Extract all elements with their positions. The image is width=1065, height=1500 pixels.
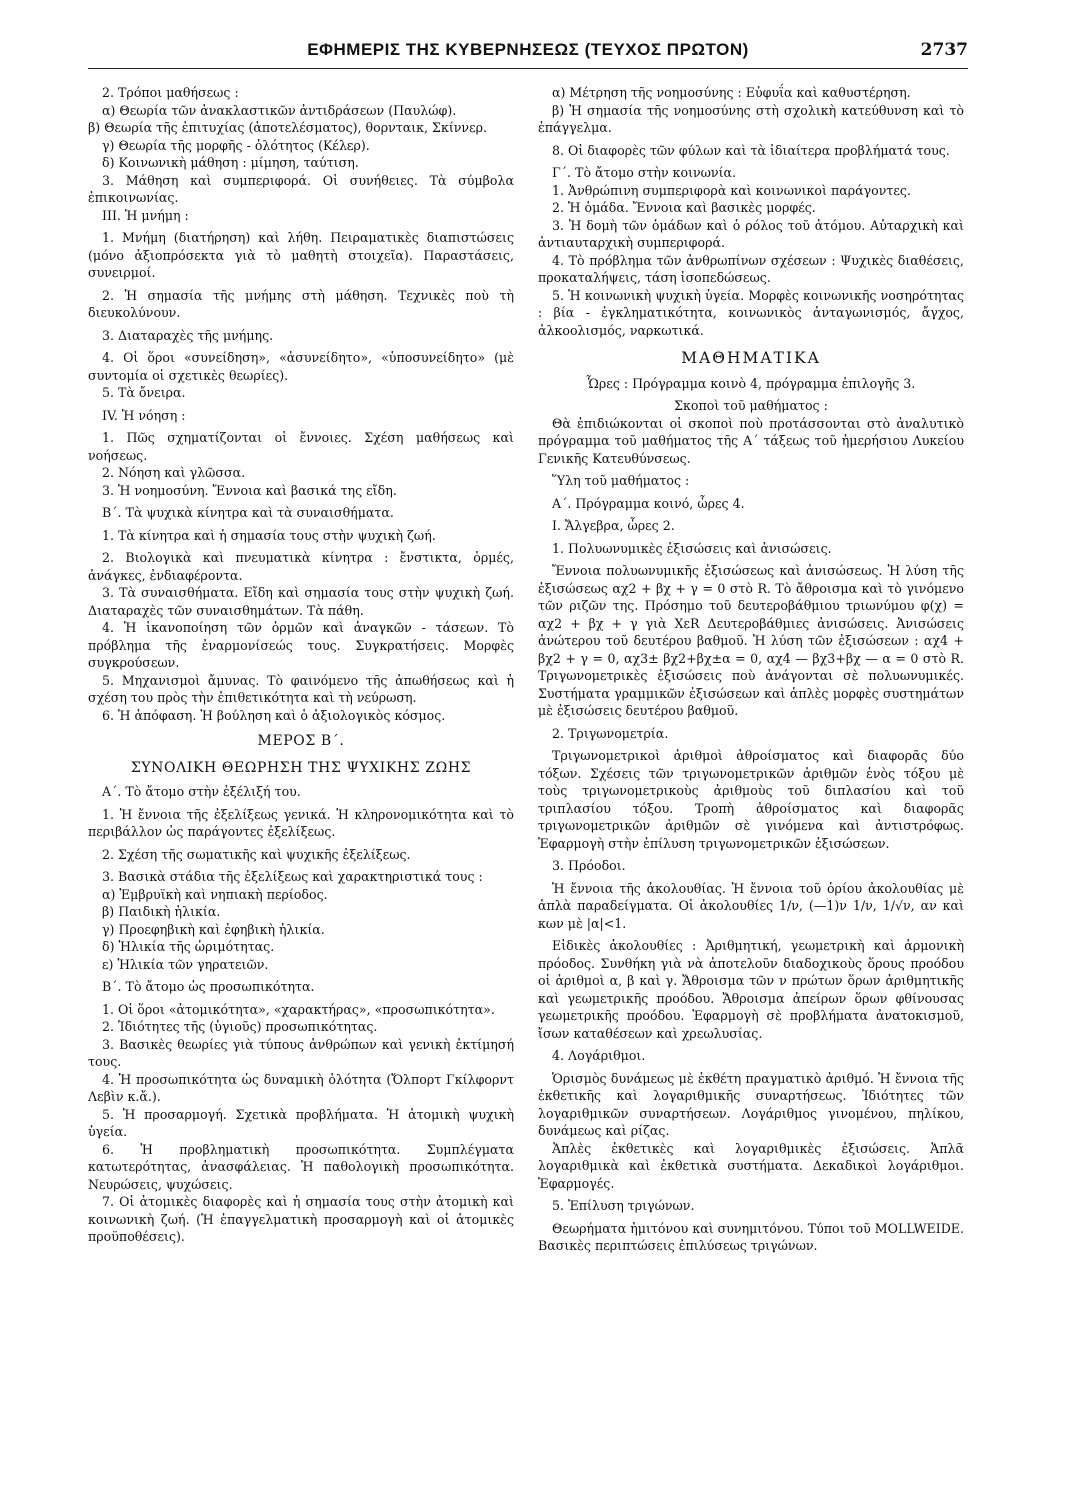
paragraph: 2. Ἰδιότητες τῆς (ὑγιοῦς) προσωπικότητας. (102, 1019, 378, 1034)
paragraph: 2. Βιολογικὰ καὶ πνευματικὰ κίνητρα : ἔνστικτα, ὁρμές, ἀνάγκες, ἐνδιαφέροντα. (88, 550, 514, 583)
paragraph: 5. Ἡ κοινωνικὴ ψυχικὴ ὑγεία. Μορφὲς κοινωνικῆς νοσηρότητας : βία - ἐγκληματικότητα, κοινωνικὸς ἀνταγωνισμός, ἄγχος, ἀλκοολισμός, ναρκωτικά. (538, 287, 964, 338)
paragraph: Ἁπλὲς ἐκθετικὲς καὶ λογαριθμικὲς ἐξισώσεις. Ἁπλᾶ λογαριθμικὰ καὶ ἐκθετικὰ συστήματα. Δεκαδικοὶ λογάριθμοι. Ἐφαρμογές. (538, 1140, 964, 1191)
paragraph: 2. Τριγωνομετρία. (552, 725, 669, 741)
subsection-heading: Β΄. Τὰ ψυχικὰ κίνητρα καὶ τὰ συναισθήματα. (102, 505, 394, 520)
paragraph: 5. Ἐπίλυση τριγώνων. (552, 1198, 695, 1213)
paragraph: δ) Κοινωνικὴ μάθηση : μίμηση, ταύτιση. (102, 155, 359, 170)
paragraph: Ἡ ἔννοια τῆς ἀκολουθίας. Ἡ ἔννοια τοῦ ὁρίου ἀκολουθίας μὲ ἁπλὰ παραδείγματα. Οἱ ἀκολουθίες 1/ν, (—1)ν 1/ν, 1/√ν, αν καὶ κων μὲ |α|<1. (538, 880, 964, 931)
paragraph: 1. Τὰ κίνητρα καὶ ἡ σημασία τους στὴν ψυχικὴ ζωή. (102, 527, 436, 543)
paragraph: 2. Ἡ σημασία τῆς μνήμης στὴ μάθηση. Τεχνικὲς ποὺ τὴ διευκολύνουν. (88, 287, 514, 320)
paragraph: 3. Μάθηση καὶ συμπεριφορά. Οἱ συνήθειες. Τὰ σύμβολα ἐπικοινωνίας. (88, 172, 514, 205)
page-number: 2737 (920, 40, 968, 60)
paragraph: α) Μέτρηση τῆς νοημοσύνης : Εὐφυΐα καὶ καθυστέρηση. (552, 85, 911, 100)
paragraph: 2. Σχέση τῆς σωματικῆς καὶ ψυχικῆς ἐξελίξεως. (102, 846, 411, 862)
paragraph: 3. Ἡ νοημοσύνη. Ἔννοια καὶ βασικά της εἴδη. (102, 482, 397, 498)
part-heading: ΜΕΡΟΣ Β΄. (257, 733, 345, 749)
paragraph: β) Παιδικὴ ἡλικία. (102, 904, 221, 919)
right-column (538, 84, 964, 1255)
paragraph: 2. Ἡ ὁμάδα. Ἔννοια καὶ βασικὲς μορφές. (552, 200, 816, 215)
paragraph: 4. Οἱ ὅροι «συνείδηση», «ἀσυνείδητο», «ὑποσυνείδητο» (μὲ συντομία οἱ σχετικὲς θεωρίες). (88, 350, 514, 383)
paragraph: β) Θεωρία τῆς ἐπιτυχίας (ἀποτελέσματος), θορνταικ, Σκίννερ. (88, 120, 488, 135)
paragraph: 3. Τὰ συναισθήματα. Εἴδη καὶ σημασία τους στὴν ψυχικὴ ζωή. Διαταραχὲς τῶν συναισθημάτων. Τὰ πάθη. (88, 585, 514, 618)
paragraph: 4. Τὸ πρόβλημα τῶν ἀνθρωπίνων σχέσεων : Ψυχικὲς διαθέσεις, προκαταλήψεις, τάση ἰσοπεδώσεως. (538, 252, 964, 285)
paragraph: 5. Τὰ ὄνειρα. (102, 385, 186, 400)
paragraph: 2. Τρόποι μαθήσεως : (102, 85, 239, 100)
paragraph: 3. Ἡ δομὴ τῶν ὁμάδων καὶ ὁ ρόλος τοῦ ἀτόμου. Αὐταρχικὴ καὶ ἀντιαυταρχικὴ συμπεριφορά. (538, 217, 964, 250)
paragraph: 1. Οἱ ὅροι «ἀτομικότητα», «χαρακτήρας», «προσωπικότητα». (102, 1001, 495, 1017)
paragraph: 1. Ἡ ἔννοια τῆς ἐξελίξεως γενικά. Ἡ κληρονομικότητα καὶ τὸ περιβάλλον ὡς παράγοντες ἐξελίξεως. (88, 806, 514, 839)
paragraph: 6. Ἡ ἀπόφαση. Ἡ βούληση καὶ ὁ ἀξιολογικὸς κόσμος. (102, 707, 446, 723)
paragraph: 3. Βασικὰ στάδια τῆς ἐξελίξεως καὶ χαρακτηριστικά τους : (102, 869, 483, 884)
paragraph: α) Θεωρία τῶν ἀνακλαστικῶν ἀντιδράσεων (Παυλώφ). (102, 102, 457, 118)
aims-heading: Σκοποὶ τοῦ μαθήματος : (674, 398, 828, 413)
gazette-title: ΕΦΗΜΕΡΙΣ ΤΗΣ ΚΥΒΕΡΝΗΣΕΩΣ (ΤΕΥΧΟΣ ΠΡΩΤΟΝ) (307, 40, 749, 59)
paragraph: 2. Νόηση καὶ γλῶσσα. (102, 465, 246, 480)
paragraph: 7. Οἱ ἀτομικὲς διαφορὲς καὶ ἡ σημασία τους στὴν ἀτομικὴ καὶ κοινωνικὴ ζωή. (Ἡ ἐπαγγελματικὴ προσαρμογὴ καὶ οἱ ἀτομικὲς προϋποθέσεις). (88, 1194, 514, 1244)
subsection-heading: IV. Ἡ νόηση : (102, 407, 186, 423)
paragraph: α) Ἐμβρυϊκὴ καὶ νηπιακὴ περίοδος. (102, 886, 328, 902)
paragraph: δ) Ἡλικία τῆς ὡριμότητας. (102, 939, 275, 954)
paragraph: Ι. Ἄλγεβρα, ὧρες 2. (552, 518, 675, 533)
hours-line: Ὧρες : Πρόγραμμα κοινὸ 4, πρόγραμμα ἐπιλογῆς 3. (586, 375, 916, 391)
paragraph: Α΄. Πρόγραμμα κοινό, ὧρες 4. (552, 495, 745, 511)
subject-heading: ΜΑΘΗΜΑΤΙΚΑ (681, 349, 821, 367)
subsection-heading: Α΄. Τὸ ἄτομο στὴν ἐξέλιξή του. (102, 784, 301, 799)
section-heading: ΣΥΝΟΛΙΚΗ ΘΕΩΡΗΣΗ ΤΗΣ ΨΥΧΙΚΗΣ ΖΩΗΣ (130, 759, 472, 776)
paragraph: Εἰδικὲς ἀκολουθίες : Ἀριθμητική, γεωμετρικὴ καὶ ἁρμονικὴ πρόοδος. Συνθήκη γιὰ νὰ ἀποτελοῦν διαδοχικοὺς ὅρους προόδου οἱ ἀριθμοὶ α, β καὶ γ. Ἄθροισμα τῶν ν πρώτων ὅρων ἀριθμητικῆς καὶ γεωμετρικῆς προόδου. Ἄθροισμα ἀπείρων ὅρων φθίνουσας γεωμετρικῆς προόδου. Ἐφαρμογὴ σὲ προβλήματα ἀνατοκισμοῦ, ἴσων καταθέσεων καὶ χρεωλυσίας. (538, 938, 964, 1041)
paragraph: 6. Ἡ προβληματικὴ προσωπικότητα. Συμπλέγματα κατωτερότητας, ἀνασφάλειας. Ἡ παθολογικὴ προσωπικότητα. Νευρώσεις, ψυχώσεις. (88, 1141, 514, 1192)
paragraph: 4. Ἡ ἱκανοποίηση τῶν ὁρμῶν καὶ ἀναγκῶν - τάσεων. Τὸ πρόβλημα τῆς ἐναρμονίσεώς τους. Συγκρατήσεις. Μορφὲς συγκρούσεων. (88, 620, 514, 670)
paragraph: γ) Προεφηβικὴ καὶ ἐφηβικὴ ἡλικία. (102, 921, 325, 937)
paragraph: 3. Διαταραχὲς τῆς μνήμης. (102, 327, 274, 343)
paragraph: Ἔννοια πολυωνυμικῆς ἐξισώσεως καὶ ἀνισώσεως. Ἡ λύση τῆς ἐξισώσεως αχ2 + βχ + γ = 0 στὸ R. Τὸ ἄθροισμα καὶ τὸ γινόμενο τῶν ριζῶν της. Πρόσημο τοῦ δευτεροβάθμιου τριωνύμου φ(χ) = αχ2 + βχ + γ γιὰ ΧεR Δευτεροβάθμιες ἀνισώσεις. Ἀνισώσεις ἀνώτερου τοῦ δευτέρου βαθμοῦ. Ἡ λύση τῶν ἐξισώσεων : αχ4 + βχ2 + γ = 0, αχ3± βχ2+βχ±α = 0, αχ4 — βχ3+βχ — α = 0 στὸ R. Τριγωνομετρικὲς ἐξισώσεις ποὺ ἀνάγονται σὲ πολυωνυμικές. Συστήματα γραμμικῶν ἐξισώσεων καὶ ἁπλὲς μορφὲς συστημάτων μὲ ἐξισώσεις δευτέρου βαθμοῦ. (538, 563, 964, 718)
paragraph: 5. Ἡ προσαρμογή. Σχετικὰ προβλήματα. Ἡ ἀτομικὴ ψυχικὴ ὑγεία. (88, 1106, 514, 1139)
paragraph: 1. Μνήμη (διατήρηση) καὶ λήθη. Πειραματικὲς διαπιστώσεις (μόνο ἀξιοπρόσεκτα γιὰ τὸ μαθητὴ στοιχεῖα). Παραστάσεις, συνειρμοί. (88, 230, 514, 280)
subsection-heading: Β΄. Τὸ ἄτομο ὡς προσωπικότητα. (102, 979, 315, 994)
left-column (88, 84, 514, 1246)
paragraph: 8. Οἱ διαφορὲς τῶν φύλων καὶ τὰ ἰδιαίτερα προβλήματά τους. (552, 142, 950, 158)
subsection-heading: Γ΄. Τὸ ἄτομο στὴν κοινωνία. (552, 165, 737, 180)
paragraph: 4. Ἡ προσωπικότητα ὡς δυναμικὴ ὁλότητα (Ὄλπορτ Γκίλφορντ Λεβὶν κ.ἄ.). (88, 1071, 514, 1104)
header-rule (88, 68, 968, 69)
paragraph: Θὰ ἐπιδιώκονται οἱ σκοποὶ ποὺ προτάσσονται στὸ ἀναλυτικὸ πρόγραμμα τοῦ μαθήματος τῆς Α΄ τάξεως τοῦ ἡμερήσιου Λυκείου Γενικῆς Κατευθύνσεως. (538, 415, 964, 466)
paragraph: Θεωρήματα ἡμιτόνου καὶ συνημιτόνου. Τύποι τοῦ MOLLWEIDE. Βασικὲς περιπτώσεις ἐπιλύσεως τριγώνων. (538, 1220, 965, 1253)
paragraph: ε) Ἡλικία τῶν γηρατειῶν. (102, 956, 269, 972)
paragraph: β) Ἡ σημασία τῆς νοημοσύνης στὴ σχολικὴ κατεύθυνση καὶ τὸ ἐπάγγελμα. (538, 102, 964, 135)
paragraph: 1. Πολυωνυμικὲς ἐξισώσεις καὶ ἀνισώσεις. (552, 540, 832, 556)
paragraph: 3. Πρόοδοι. (552, 858, 626, 873)
paragraph: 5. Μηχανισμοὶ ἄμυνας. Τὸ φαινόμενο τῆς ἀπωθήσεως καὶ ἡ σχέση του πρὸς τὴν ἐπιθετικότητα καὶ τὴ νεύρωση. (88, 672, 514, 705)
paragraph: 3. Βασικὲς θεωρίες γιὰ τύπους ἀνθρώπων καὶ γενικὴ ἐκτίμησή τους. (88, 1036, 514, 1069)
paragraph: 1. Ἀνθρώπινη συμπεριφορὰ καὶ κοινωνικοὶ παράγοντες. (552, 182, 911, 198)
content-heading: Ὕλη τοῦ μαθήματος : (552, 473, 690, 488)
subsection-heading: ΙΙΙ. Ἡ μνήμη : (102, 207, 189, 223)
paragraph: Τριγωνομετρικοὶ ἀριθμοὶ ἀθροίσματος καὶ διαφορᾶς δύο τόξων. Σχέσεις τῶν τριγωνομετρικῶν ἀριθμῶν ἑνὸς τόξου μὲ τοὺς τριγωνομετρικοὺς ἀριθμοὺς τοῦ διπλασίου καὶ τοῦ τριπλασίου τόξου. Τροπὴ ἀθροίσματος καὶ διαφορᾶς τριγωνομετρικῶν ἀριθμῶν σὲ γινόμενα καὶ ἀντιστρόφως. Ἐφαρμογὴ στὴν ἐπίλυση τριγωνομετρικῶν ἐξισώσεων. (538, 748, 964, 851)
paragraph: Ὁρισμὸς δυνάμεως μὲ ἐκθέτη πραγματικὸ ἀριθμό. Ἡ ἔννοια τῆς ἐκθετικῆς καὶ λογαριθμικῆς συναρτήσεως. Ἰδιότητες τῶν λογαριθμικῶν συναρτήσεων. Λογάριθμος γινομένου, πηλίκου, δυνάμεως καὶ ρίζας. (538, 1070, 964, 1138)
paragraph: 4. Λογάριθμοι. (552, 1048, 646, 1063)
paragraph: 1. Πῶς σχηματίζονται οἱ ἔννοιες. Σχέση μαθήσεως καὶ νοήσεως. (88, 430, 514, 463)
paragraph: γ) Θεωρία τῆς μορφῆς - ὁλότητος (Κέλερ). (102, 137, 370, 153)
